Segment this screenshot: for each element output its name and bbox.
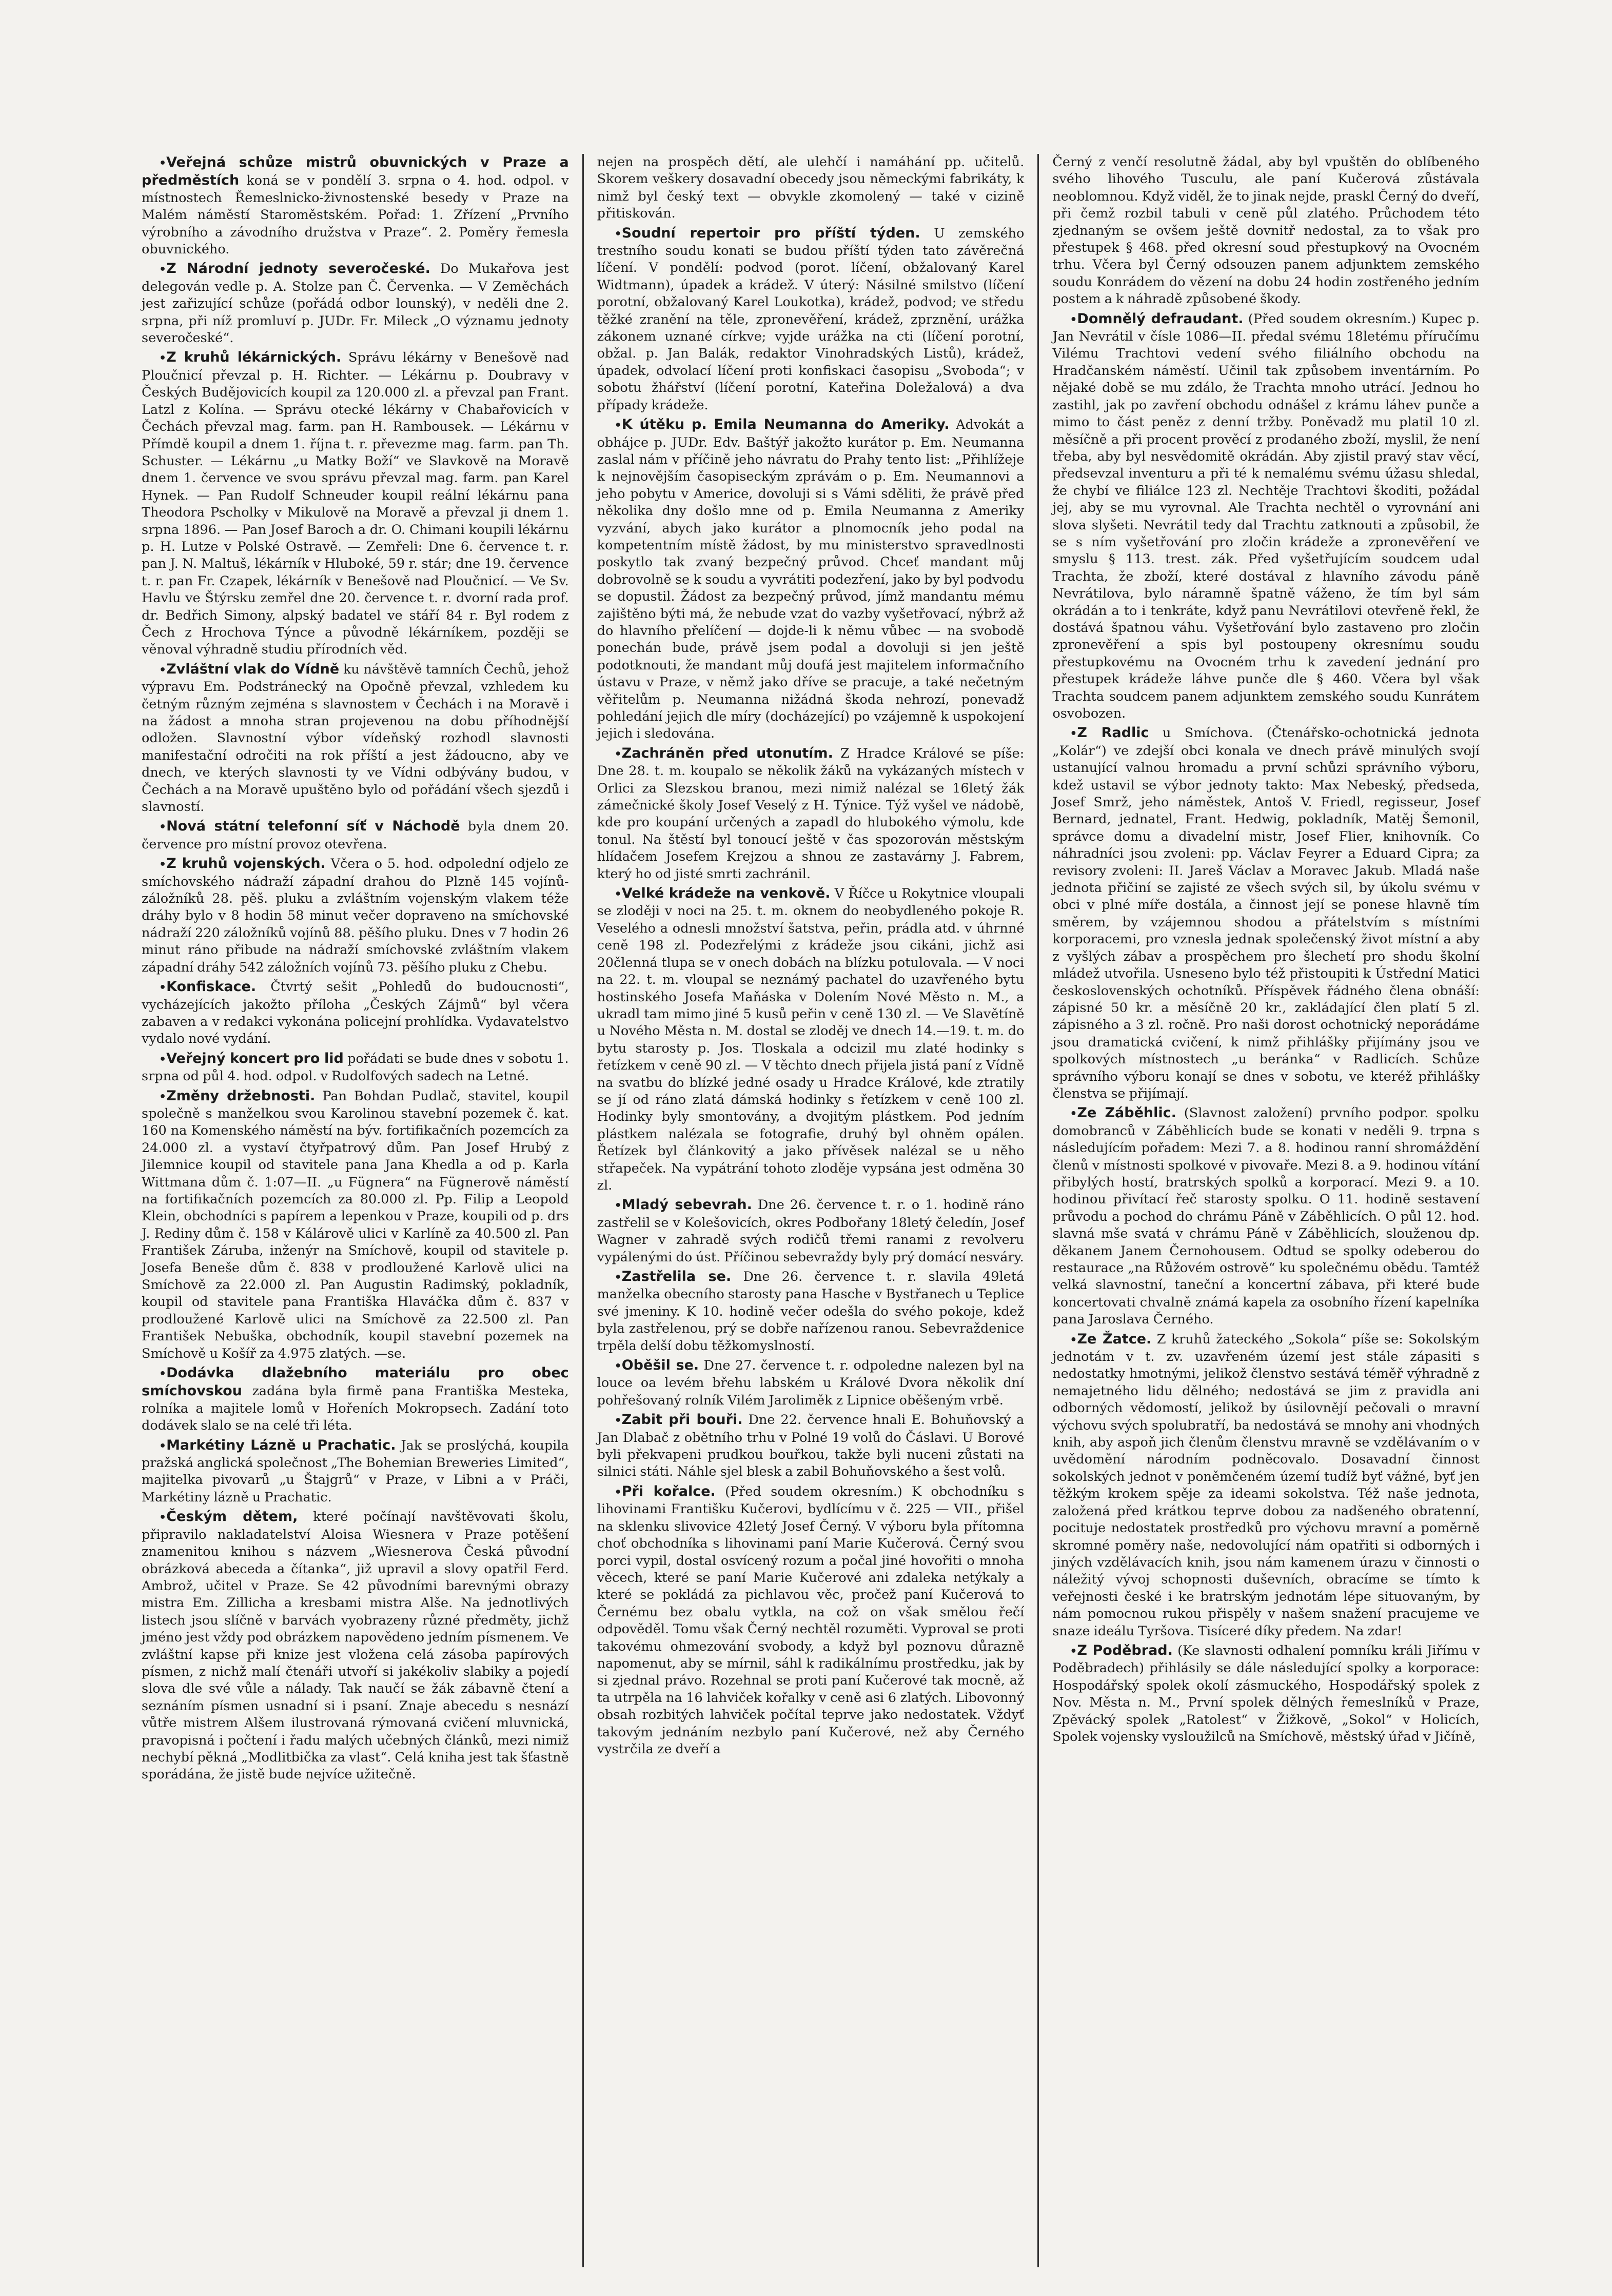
news-item bbox=[142, 661, 569, 816]
news-item-heading: • Z Radlic bbox=[1070, 725, 1149, 741]
news-item-body: Z Hradce Králové se píše: Dne 28. t. m. koupalo se několik žáků na vykázaných místech v Orlici za Slezskou branou, mezi nimiž nalézal se 16letý žák zámečnické školy Josef Veselý z H. Týnice. Týž vyšel ve nádobě, kde pro koupání určených a zapadl do hlubokého výmolu, kde tonul. Na štěstí byl tonoucí ještě v čas spozorován městským hlídačem Josefem Krejzou a shnou ze zastavárny J. Fabrem, který ho od jisté smrti zachránil. bbox=[597, 745, 1025, 882]
news-item bbox=[142, 1437, 569, 1507]
news-item bbox=[142, 978, 569, 1048]
news-item-body: Advokát a obhájce p. JUDr. Edv. Baštýř jakožto kurátor p. Em. Neumanna zaslal nám v příčině jeho návratu do Prahy tento list: „Přihlížeje k nejnovějším časopiseckým zprávám o p. Em. Neumannovi a jeho pobytu v Americe, dovoluji si s Vámi sděliti, že právě před několika dny došlo mne od p. Emila Neumanna z Ameriky vyzvání, abych jako kurátor a plnomocník jeho podal na kompetentním místě žádost, by mu ministerstvo spravedlnosti poskytlo tak zvaný bezpečný průvod. Chceť mandant můj dobrovolně se k soudu a vyvrátiti podezření, jako by byl podvodu se dopustil. Žádost za bezpečný průvod, jímž mandantu mému zajištěno býti má, že nebude vzat do vazby vyšetřovací, nýbrž až do hlavního přelíčení — dojde-li k němu vůbec — na svobodě ponechán bude, právě jsem podal a dovoluji si jen ještě podotknouti, že mandant můj doufá jest majitelem informačního ústavu v Praze, v němž jako dříve se pracuje, a také nečetným věřitelům p. Neumanna nižádná škoda nehrozí, ponevadž pohledání jejich dle míry (docházející) po vzájemně k uspokojení jejich i sledována. bbox=[597, 417, 1025, 742]
news-item-heading: • Soudní repertoir pro příští týden. bbox=[615, 225, 920, 241]
news-item bbox=[142, 1050, 569, 1085]
news-item-body: Černý z venčí resolutně žádal, aby byl vpuštěn do oblíbeného svého lihového Tusculu, ale paní Kučerová zůstávala neoblomnou. Když viděl, že to jinak nejde, praskl Černý do dveří, při čemž rozbil tabuli v ceně půl zlatého. Průchodem této zjednaným se ovšem ještě dovnitř nedostal, za to však pro přestupek § 468. před okresní soud přestupkový na Ovocném trhu. Včera byl Černý odsouzen panem adjunktem zemského soudu Konrádem do vězení na dobu 24 hodin zostřeného jedním postem a k náhradě způsobené škody. bbox=[1052, 154, 1480, 307]
news-item bbox=[1052, 310, 1480, 723]
news-item-body: Dne 22. července hnali E. Bohuňovský a Jan Dlabač z obětního trhu v Polné 19 volů do Čáslavi. U Borové byli překvapeni prudkou bouřkou, takže byli nuceni zůstati na silnici státi. Náhle sjel blesk a zabil Bohuňovského a šest volů. bbox=[597, 1412, 1025, 1480]
news-item-heading: • Markétiny Lázně u Prachatic. bbox=[159, 1437, 396, 1453]
news-item bbox=[597, 416, 1025, 743]
news-item bbox=[142, 855, 569, 976]
news-item-heading: • Zastřelila se. bbox=[615, 1269, 732, 1284]
news-item-body: které počínají navštěvovati školu, připravilo nakladatelství Aloisa Wiesnera v Praze potěšení znamenitou knihou s názvem „Wiesnerova Česká původní obrázková abeceda a čítanka“, již upravil a slovy opatřil Ferd. Ambrož, učitel v Praze. Se 42 původními barevnými obrazy mistra Em. Zillicha a kresbami mistra Alše. Na jednotlivých listech jsou slíčně v barvách vyobrazeny různé předměty, jichž jméno jest vždy pod obrázkem napovědeno jedním písmenem. Ve zvláštní kapse při knize jest vložena celá zásoba papírových písmen, z nichž malí čtenáři utvoří si jakékoliv slabiky a pojedí slova dle své vůle a nálady. Tak naučí se žák zábavně čtení a seznáním písmen usnadní si i psaní. Znaje abecedu s nesnází vůtře mistrem Alšem ilustrovaná rýmovaná cvičení mluvnická, pravopisná i počtení i řadu malých učebných článků, mezi nimiž nechybí pěkná „Modlitbička za vlast“. Celá kniha jest tak šťastně sporádána, že jistě bude nejvíce užitečně. bbox=[142, 1509, 569, 1783]
news-item-body: nejen na prospěch dětí, ale ulehčí i namáhání pp. učitelů. Skorem veškery dosavadní obecedy jsou německými fabrikáty, k nimž byl český text — obvykle zkomolený — také v cizině přitiskován. bbox=[597, 154, 1025, 222]
news-item-heading: • Velké krádeže na venkově. bbox=[615, 885, 831, 901]
news-item-heading: • Zachráněn před utonutím. bbox=[615, 745, 833, 761]
news-item-body: Dne 27. července t. r. odpoledne nalezen byl na louce oa levém břehu labském u Králové Dvora několik dní pohřešovaný rolník Vilém Jaroliměk z Lipnice oběšeným vrbě. bbox=[597, 1358, 1025, 1408]
news-item bbox=[597, 225, 1025, 414]
news-item-heading: • Ze Záběhlic. bbox=[1070, 1105, 1176, 1121]
news-item-heading: • Veřejná schůze mistrů obuvnických v Praze a předměstích bbox=[142, 154, 569, 188]
news-item-heading: • Dodávka dlažebního materiálu pro obec smíchovskou bbox=[142, 1365, 569, 1399]
article-columns bbox=[128, 154, 1493, 2267]
news-item bbox=[597, 885, 1025, 1194]
news-item-body: Správu lékárny v Benešově nad Ploučnicí převzal p. H. Richter. — Lékárnu p. Doubravy v Českých Budějovicích koupil za 120.000 zl. a převzal pan Frant. Latzl z Kolína. — Správu otecké lékárny v Chabařovicích v Čechách převzal mag. farm. pan H. Rambousek. — Lékárnu v Přímdě koupil a dnem 1. října t. r. převezme mag. farm. pan Th. Schuster. — Lékárnu „u Matky Boží“ ve Slavkově na Moravě dnem 1. července ve svou správu převzal mag. farm. pan Karel Hynek. — Pan Rudolf Schneuder koupil reální lékárnu pana Theodora Pscholky v Mikulově na Moravě a převzal ji dnem 1. srpna 1896. — Pan Josef Baroch a dr. O. Chimani koupili lékárnu p. H. Lutze v Polské Ostravě. — Zemřeli: Dne 6. července t. r. pan J. N. Maltuš, lékárník v Hluboké, 59 r. stár; dne 19. července t. r. pan Fr. Czapek, lékárník v Benešově nad Ploučnicí. — Ve Sv. Havlu ve Štýrsku zemřel dne 20. července t. r. dvorní rada prof. dr. Bedřich Simony, alpský badatel ve stáří 84 r. Byl rodem z Čech z Hrochova Týnce a původně lékárníkem, později se věnoval výhradně studiu přírodních věd. bbox=[142, 350, 569, 658]
news-item-body: Pan Bohdan Pudlač, stavitel, koupil společně s manželkou svou Karolinou stavební pozemek č. kat. 160 na Komenského náměstí na býv. fortifikačních pozemcích za 24.000 zl. a vystaví čtyřpatrový dům. Pan Josef Hrubý z Jilemnice koupil od stavitele pana Jana Khedla a od p. Karla Wittmana dům č. 1:07—II. „u Fügnera“ na Fügnerově náměstí na fortifikačních pozemcích za 80.000 zl. Pp. Filip a Leopold Klein, obchodníci s papírem a lepenkou v Praze, koupili od p. drs J. Rediny dům č. 158 v Kálárově ulici v Karlíně za 40.500 zl. Pan František Záruba, inženýr na Smíchově, koupil od stavitele p. Josefa Beneše dům č. 838 v prodloužené Karlově ulici na Smíchově za 22.000 zl. Pan Augustin Radimský, pokladník, koupil od stavitele pana Františka Hlaváčka dům č. 837 v prodloužené Karlově ulici na Smíchově za 22.500 zl. Pan František Nebuška, obchodník, koupil stavební pozemek na Smíchově u Košíř za 4.975 zlatých. —se. bbox=[142, 1088, 569, 1361]
news-item-body: Dne 26. července t. r. slavila 49letá manželka obecního starosty pana Hasche v Bystřanech u Teplice své jmeniny. K 10. hodině večer odešla do svého pokoje, kdež byla zastřelenou, prý se dobře nařízenou ranou. Sebevraždenice trpěla delší dobu těžkomyslností. bbox=[597, 1269, 1025, 1354]
news-item-body: ku návštěvě tamních Čechů, jehož výpravu Em. Podstránecký na Opočně převzal, vzhledem ku četným různým zejména s slavnostem v Čechách i na Moravě i na žádost a mnoha stran projevenou na dobu příhodnější odložen. Slavnostní výbor vídeňský rozhodl slavnosti manifestační odročiti na rok příští a jest žádoucno, aby ve dnech, ve kterých slavnosti ty ve Vídni odbývány budou, v Čechách a na Moravě upuštěno bylo od pořádání všech sjezdů i slavností. bbox=[142, 661, 569, 815]
news-item-body: Do Mukařova jest delegován vedle p. A. Stolze pan Č. Červenka. — V Zeměchách jest zařizující schůze (pořádá odbor lounský), v neděli dne 2. srpna, při níž promluví p. JUDr. Fr. Mileck „O významu jednoty severočeské“. bbox=[142, 261, 569, 346]
news-item bbox=[597, 154, 1025, 223]
news-item bbox=[1052, 1331, 1480, 1640]
news-item-heading: • Veřejný koncert pro lid bbox=[159, 1051, 344, 1066]
news-item bbox=[1052, 1104, 1480, 1328]
news-item-body: byla dnem 20. července pro místní provoz otevřena. bbox=[142, 819, 569, 852]
news-item-body: (Před soudem okresním.) K obchodníku s lihovinami Františku Kučerovi, bydlícímu v č. 225 — VII., přišel na sklenku slivovice 42letý Josef Černý. V výboru byla přítomna choť obchodníka s lihovinami paní Marie Kučerová. Černý svou porci vypil, dostal osvícený rozum a počal jiné hovořiti o mnoha věcech, které se paní Marie Kučerové ani zdaleka netýkaly a které se pokládá za pichlavou věc, pročež paní Kučerová to Černému bez obalu vytkla, na což on však smělou řečí odpověděl. Tomu však Černý nechtěl rozuměti. Vyproval se proti takovému ohmezování svobody, a když byl poznovu důrazně napomenut, aby se mírnil, sáhl k radikálnímu prostředku, jak by si zjednal právo. Rozehnal se proti paní Kučerové tak mocně, až ta utrpěla na 16 lahviček kořalky v ceně asi 6 zlatých. Libovonný obsah rozbitých lahviček počítal teprve jako nedostatek. Vždyť takovým jednáním nezbylo paní Kučerové, než aby Černého vystrčila ze dveří a bbox=[597, 1483, 1025, 1757]
news-item-heading: • Konfiskace. bbox=[159, 979, 256, 995]
news-item-body: (Ke slavnosti odhalení pomníku králi Jiřímu v Poděbradech) přihlásily se dále následující spolky a korporace: Hospodářský spolek okolí zásmuckého, Hospodářský spolek z Nov. Města n. M., První spolek dělných řemeslníků v Praze, Zpěvácký spolek „Ratolest“ v Žižkově, „Sokol“ v Holicích, Spolek vojensky vysloužilců na Smíchově, městský úřad v Jičíně, bbox=[1052, 1642, 1480, 1745]
news-item-body: Dne 26. července t. r. o 1. hodině ráno zastřelil se v Kolešovicích, okres Podbořany 18letý čeledín, Josef Wagner v zahradě svých rodičů třemi ranami z revolveru vypálenými do úst. Příčinou sebevraždy byly prý domácí nesváry. bbox=[597, 1197, 1025, 1265]
news-item bbox=[142, 1087, 569, 1363]
column-3 bbox=[1037, 154, 1493, 2267]
news-item-body: (Slavnost založení) prvního podpor. spolku domobranců v Záběhlicích bude se konati v neděli 9. trpna s následujícím pořadem: Mezi 7. a 8. hodinou ranní shromáždění členů v místnosti spolkové v pivovaře. Mezi 8. a 9. hodinou vítání přibylých hostí, bratrských spolků a korporací. Mezi 9. a 10. hodinou přivítací řeč starosty spolku. O 11. hodině sestavení průvodu a pochod do chrámu Páně v Záběhlicích. O půl 12. hod. slavná mše svatá v chrámu Páně v Záběhlicích, slouženou dp. děkanem Janem Černohousem. Odtud se spolky odeberou do restaurace „na Růžovém ostrově“ ku společnému obědu. Tamtéž velká slavnostní, taneční a koncertní zábava, při které bude koncertovati chvalně známá kapela za osobního řízení kapelníka pana Jaroslava Černého. bbox=[1052, 1105, 1480, 1328]
news-item-body: koná se v pondělí 3. srpna o 4. hod. odpol. v místnostech Řemeslnicko-živnostenské besedy v Praze na Malém náměstí Staroměstském. Pořad: 1. Zřízení „Prvního výrobního a závodního družstva v Praze“. 2. Poměry řemesla obuvnického. bbox=[142, 173, 569, 258]
news-item bbox=[1052, 154, 1480, 308]
news-item bbox=[142, 154, 569, 258]
news-item-heading: • Oběšil se. bbox=[615, 1357, 699, 1373]
news-item-heading: • Mladý sebevrah. bbox=[615, 1197, 752, 1213]
news-item-heading: • Ze Žatce. bbox=[1070, 1331, 1151, 1347]
news-item-heading: • Nová státní telefonní síť v Náchodě bbox=[159, 818, 460, 834]
news-item-heading: • K útěku p. Emila Neumanna do Ameriky. bbox=[615, 417, 950, 432]
news-item-body: Z kruhů žateckého „Sokola“ píše se: Sokolským jednotám v t. zv. uzavřeném území jest stále zápasiti s nedostatky hmotnými, jelikož členstvo sestává téměř výhradně z nemajetného lidu dělného; nedostává se jim z pravidla ani odborných vědomostí, jelikož by úsilovnějí pečovali o mravní výchovu svých spolubratří, ba nedostává se mnohy ani vhodných knih, aby aspoň jich členům členstvu mravně se vzdělávaním o v uvědomění národním podněcovalo. Dosavadní činnost sokolských jednot v poněmčeném území tudíž byť vážné, byť jen těžkým krokem spěje za ideami sokolstva. Též naše jednota, založená před krátkou teprve dobou za nadšeného obratenní, pocituje nedostatek prostředků pro výchovu mravní a poměrně skromné poměry naše, nedovolující nám opatřiti si odborných i jiných vzdělávacích knih, jsou nám kamenem úrazu v činnosti o náležitý vývoj schopnosti duševních, obracíme se tímto k veřejnosti české i ke bratrským jednotám lépe situovaným, by nám pomocnou rukou přispěly v našem snažení pracujeme ve snaze ideálu Tyršova. Tisíceré díky předem. Na zdar! bbox=[1052, 1331, 1480, 1639]
news-item-heading: • Z kruhů vojenských. bbox=[159, 856, 326, 872]
news-item bbox=[597, 1196, 1025, 1266]
news-item bbox=[597, 1357, 1025, 1409]
news-item-body: U zemského trestního soudu konati se budou příští týden tato závěrečná líčení. V pondělí: podvod (porot. líčení, obžalovaný Karel Widtmann), úpadek a krádež. V úterý: Násilné smilstvo (líčení porotní, obžalovaný Karel Loukotka), krádež, podvod; ve středu těžké zranění na těle, zpronevěření, krádež, zprznění, urážka zákonem uznané církve; vyjde urážka na cti (líčení porotní, obžal. p. Jan Balák, redaktor Vinohradských Listů), krádež, úpadek, odvolací líčení proti konfiskaci časopisu „Svoboda“; v sobotu žhářství (líčení porotní, Kateřina Doležalová) a dva případy krádeže. bbox=[597, 225, 1025, 413]
news-item bbox=[597, 745, 1025, 883]
news-item bbox=[597, 1411, 1025, 1481]
news-item-body: pořádati se bude dnes v sobotu 1. srpna od půl 4. hod. odpol. v Rudolfových sadech na Letné. bbox=[142, 1051, 569, 1084]
column-1 bbox=[128, 154, 582, 2267]
news-item bbox=[142, 818, 569, 853]
news-item-body: zadána byla firmě pana Františka Mesteka, rolníka a majitele lomů v Hořeních Mokropsech. Zadání toto dodávek slalo se na celé tři léta. bbox=[142, 1383, 569, 1434]
news-item-body: u Smíchova. (Čtenářsko-ochotnická jednota „Kolár“) ve zdejší obci konala ve dnech právě minulých svojí ustanující valnou hromadu a první schůzi správního výboru, kdež ustavil se výbor jednoty takto: Max Nebeský, předseda, Josef Smrž, jeho náměstek, Antoš V. Friedl, regisseur, Josef Bernard, jednatel, Frant. Hedwig, pokladník, Matěj Šemonil, správce domu a divadelní mistr, Josef Flier, knihovník. Co náhradníci jsou zvoleni: pp. Václav Feyrer a Eduard Cipra; za revisory zvoleni: II. Jareš Václav a Moravec Jakub. Mladá naše jednota přičiní se zajisté ze všech svých sil, by úkolu svému v obci v plné míře dostála, a činnost její se ponese hlavně tím směrem, by vzájemnou shodou a přátelstvím s místními korporacemi, pro vznesla jednak společenský život místní a aby z vyšlých zábav a prospěchem pro šlechetí pro shodu školní mládež utvořila. Usneseno bylo též přistoupiti k Ústřední Matici československých ochotníků. Příspěvek řádného člena obnáší: zápisné 50 kr. a měsíčně 20 kr., zakládající člen platí 5 zl. zápisného a 3 zl. ročně. Pro naši dorost ochotnický neporádáme jsou dramatická cvičení, k nimž přihlášky přijímány jsou ve spolkových místnostech „u beránka“ v Radlicích. Schůze správního výboru konají se dnes v sobotu, ve kteréž přihlášky členstva se přijímají. bbox=[1052, 725, 1480, 1101]
news-item-heading: • Z kruhů lékárnických. bbox=[159, 349, 341, 365]
news-item bbox=[142, 1364, 569, 1435]
news-item-body: Včera o 5. hod. odpolední odjelo ze smíchovského nádraží západní drahou do Plzně 145 vojínů-záložníků 28. pěš. pluku a zvláštním vojenským vlakem téže dráhy bylo v 8 hodin 58 minut večer dopraveno na smíchovské nádraží 220 záložníků vojínů 88. pěšího pluku. Dnes v 7 hodin 26 minut ráno přibude na nádraží smíchovské zvláštním vlakem západní dráhy 542 záložních vojínů 73. pěšího pluku z Chebu. bbox=[142, 856, 569, 975]
column-2 bbox=[582, 154, 1038, 2267]
news-item-heading: • Z Národní jednoty severočeské. bbox=[159, 261, 430, 276]
news-item-heading: • Z Poděbrad. bbox=[1070, 1642, 1173, 1658]
news-item bbox=[142, 1508, 569, 1784]
news-item-body: V Říčce u Rokytnice vloupali se zloději v noci na 25. t. m. oknem do neobydleného pokoje R. Veselého a odnesli množství šatstva, peřin, prádla atd. v úhrnné ceně 198 zl. Podezřelými z krádeže jsou cikáni, jichž asi 20členná tlupa se v onech dobách na blízku potulovala. — V noci na 22. t. m. vloupal se neznámý pachatel do uzavřeného bytu hostinského Josefa Maňáska v Dolením Nové Město n. M., a ukradl tam mimo jiné 5 kusů peřin v ceně 130 zl. — Ve Slavětíně u Nového Města n. M. dostal se zloděj ve dnech 14.—19. t. m. do bytu starosty p. Jos. Tloskala a odcizil mu zlaté hodinky s řetízkem v ceně 90 zl. — V těchto dnech přijela jistá paní z Vídně na svatbu do blízké jedné osady u Hradce Králové, kde ztratily se jí od ráno zlatá dámská hodinky s řetízkem v ceně 100 zl. Hodinky byly smontovány, a dvojitým plástkem. Pod jedním plástkem nalézala se fotografie, druhý byl ohněm opálen. Řetízek byl článkovitý a jako přívěsek nalézal se u něho střapeček. Na vypátrání tohoto zloděje vypsána jest odměna 30 zl. bbox=[597, 886, 1025, 1193]
news-item-body: (Před soudem okresním.) Kupec p. Jan Nevrátil v čísle 1086—II. předal svému 18letému příručímu Vilému Trachtovi vedení svého filiálního obchodu na Hradčanském náměstí. Učinil tak způsobem inventárním. Po nějaké době se mu zdálo, že Trachta mnoho utrácí. Jednou ho zastihl, jak po zavření obchodu odnášel z krámu láhev punče a mimo to část peněz z denní tržby. Poněvadž mu platil 10 zl. měsíčně a při procent prověcí z prodaného zboží, myslil, že není třeba, aby byl nesvědomitě okrádán. Aby zjistil pravý stav věcí, předsevzal inventuru a při té k nemalému svému úžasu shledal, že chybí ve filiálce 123 zl. Nechtěje Trachtovi škoditi, požádal jej, aby se mu vyrovnal. Ale Trachta nechtěl o vyrovnání ani slova slyšeti. Nevrátil tedy dal Trachtu zatknouti a způsobil, že se s ním vyšetřování pro zločin krádeže a zpronevěření ve smyslu § 113. trest. zák. Před vyšetřujícím soudcem udal Trachta, že zboží, které dostával z hlavního závodu páně Nevrátilova, bylo náramně špatně váženo, že tím byl sám okrádán a to i tenkráte, když panu Nevrátilovi otevřeně řekl, že dostává špatnou váhu. Vyšetřování bylo zastaveno pro zločin zpronevěření a spis byl postoupeny okresnímu soudu přestupkovému na Ovocném trhu k zavedení jednání pro přestupek krádeže láhve punče dle § 460. Včera byl však Trachta soudcem panem adjunktem zemského soudu Kunrátem osvobozen. bbox=[1052, 311, 1480, 721]
news-item bbox=[142, 349, 569, 658]
news-item-heading: • Zabit při bouři. bbox=[615, 1412, 743, 1428]
news-item bbox=[597, 1268, 1025, 1355]
news-item bbox=[142, 260, 569, 347]
news-item-body: Jak se proslýchá, koupila pražská anglická společnost „The Bohemian Breweries Limited“, majitelka pivovarů „u Štajgrů“ v Praze, v Libni a v Práči, Markétiny lázně u Prachatic. bbox=[142, 1437, 569, 1505]
news-item-heading: • Zvláštní vlak do Vídně bbox=[159, 661, 339, 677]
news-item-heading: • Změny držebnosti. bbox=[159, 1088, 315, 1104]
news-item-heading: • Při kořalce. bbox=[615, 1483, 716, 1499]
news-item-body: Čtvrtý sešit „Pohledů do budoucnosti“, vycházejících jakožto příloha „Českých Zájmů“ byl včera zabaven a v redakci vykonána policejní prohlídka. Vydavatelstvo vydalo nové vydání. bbox=[142, 979, 569, 1047]
news-item-heading: • Českým dětem, bbox=[159, 1509, 298, 1525]
news-item-heading: • Domnělý defraudant. bbox=[1070, 311, 1243, 327]
news-item bbox=[597, 1483, 1025, 1758]
news-item bbox=[1052, 1642, 1480, 1746]
news-item bbox=[1052, 724, 1480, 1102]
